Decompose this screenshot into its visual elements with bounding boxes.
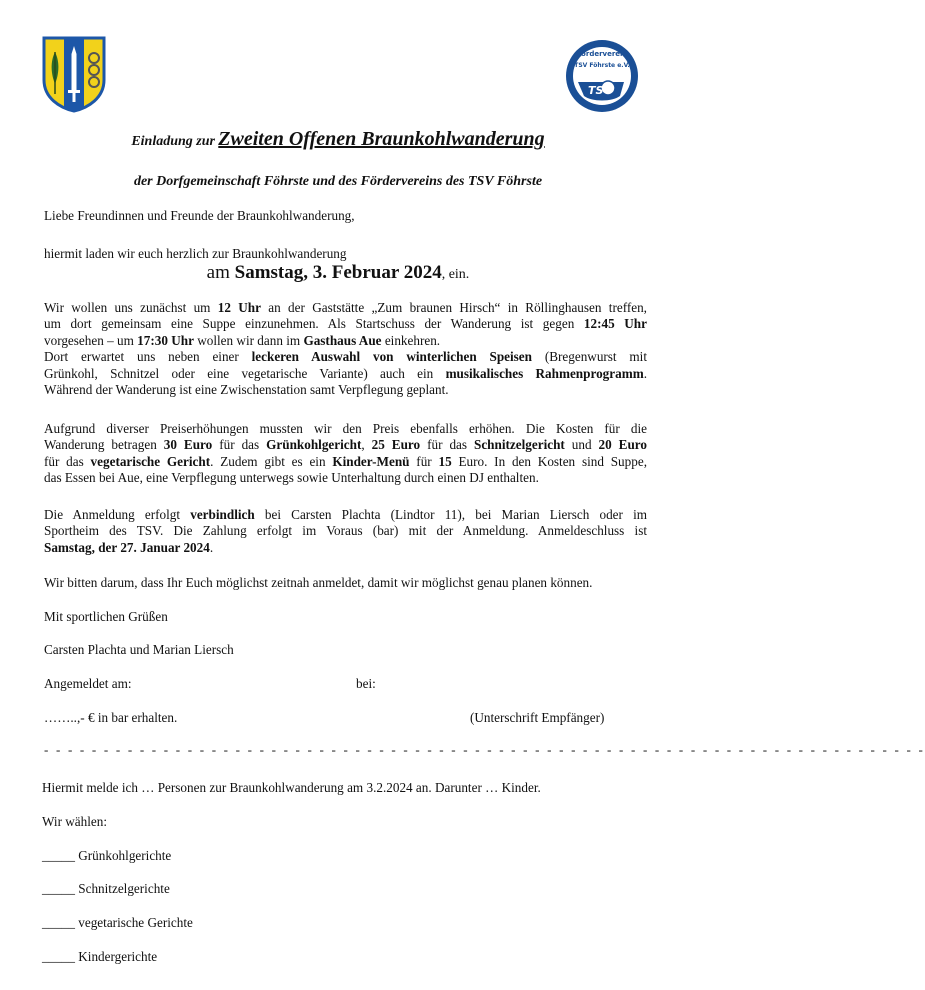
svg-text:TS: TS bbox=[588, 84, 604, 97]
closing: Mit sportlichen Grüßen bbox=[44, 609, 168, 624]
paragraph-request: Wir bitten darum, dass Ihr Euch möglichst zeitnah anmeldet, damit wir möglichst genau planen können. bbox=[44, 575, 593, 590]
village-coat-of-arms-logo bbox=[42, 36, 106, 112]
option-gruenkohl[interactable]: _____ Grünkohlgerichte bbox=[42, 848, 172, 863]
paragraph-prices: Aufgrund diverser Preiserhöhungen mussten wir den Preis ebenfalls erhöhen. Die Kosten für die Wanderung betragen 30 Euro für das Grünkohlgericht, 25 Euro für das Schnitzelgericht und 20 Euro für das vegetarische Gericht. Zudem gibt es ein Kinder-Menü für 15 Euro. In den Kosten sind Suppe, das Essen bei Aue, eine Verpflegung unterwegs sowie Unterhaltung durch einen DJ enthalten. bbox=[44, 421, 648, 486]
signers: Carsten Plachta und Marian Liersch bbox=[44, 642, 234, 657]
option-vegetarian[interactable]: _____ vegetarische Gerichte bbox=[42, 915, 193, 930]
signature-label: (Unterschrift Empfänger) bbox=[470, 710, 605, 725]
event-date-line: am Samstag, 3. Februar 2024, ein. bbox=[206, 262, 470, 283]
intro-text: hiermit laden wir euch herzlich zur Braunkohlwanderung bbox=[44, 246, 347, 261]
club-logo bbox=[564, 38, 640, 114]
invitation-title: Einladung zur Zweiten Offenen Braunkohlwanderung bbox=[131, 128, 545, 150]
paragraph-schedule: Wir wollen uns zunächst um 12 Uhr an der Gaststätte „Zum braunen Hirsch“ in Röllinghausen treffen, um dort gemeinsam eine Suppe einzunehmen. Als Startschuss der Wanderung ist gegen 12:45 Uhr vorgesehen – um 17:30 Uhr wollen wir dann im Gasthaus Aue einkehren. Dort erwartet uns neben einer leckeren Auswahl von winterlichen Speisen (Bregenwurst mit Grünkohl, Schnitzel oder eine vegetarische Variante) auch ein musikalisches Rahmenprogramm. Während der Wanderung ist eine Zwischenstation samt Verpflegung geplant. bbox=[44, 300, 647, 398]
paragraph-registration: Die Anmeldung erfolgt verbindlich bei Carsten Plachta (Lindtor 11), bei Marian Liersch oder im Sportheim des TSV. Die Zahlung erfolgt im Voraus (bar) mit der Anmeldung. Anmeldeschluss ist Samstag, der 27. Januar 2024. bbox=[44, 507, 647, 555]
registered-by-label: bei: bbox=[356, 676, 376, 691]
greeting: Liebe Freundinnen und Freunde der Braunkohlwanderung, bbox=[44, 208, 355, 223]
option-kids[interactable]: _____ Kindergerichte bbox=[42, 949, 158, 964]
svg-text:TSV Föhrste e.V.: TSV Föhrste e.V. bbox=[574, 62, 630, 69]
svg-text:Förderverein: Förderverein bbox=[576, 50, 628, 58]
registered-date-label: Angemeldet am: bbox=[44, 676, 132, 691]
option-schnitzel[interactable]: _____ Schnitzelgerichte bbox=[42, 881, 170, 896]
invitation-subtitle: der Dorfgemeinschaft Föhrste und des Fördervereins des TSV Föhrste bbox=[133, 174, 543, 189]
cash-received-label: ……..,- € in bar erhalten. bbox=[44, 710, 178, 725]
cut-line-separator: - - - - - - - - - - - - - - - - - - - - - - - - - - - - - - - - - - - - - - - - - - - - - - - - - - - - - - - - - - - - - - - - - - - - - - - - - - bbox=[44, 742, 925, 757]
registration-line: Hiermit melde ich … Personen zur Braunkohlwanderung am 3.2.2024 an. Darunter … Kinder. bbox=[42, 780, 541, 795]
choose-label: Wir wählen: bbox=[42, 814, 108, 829]
